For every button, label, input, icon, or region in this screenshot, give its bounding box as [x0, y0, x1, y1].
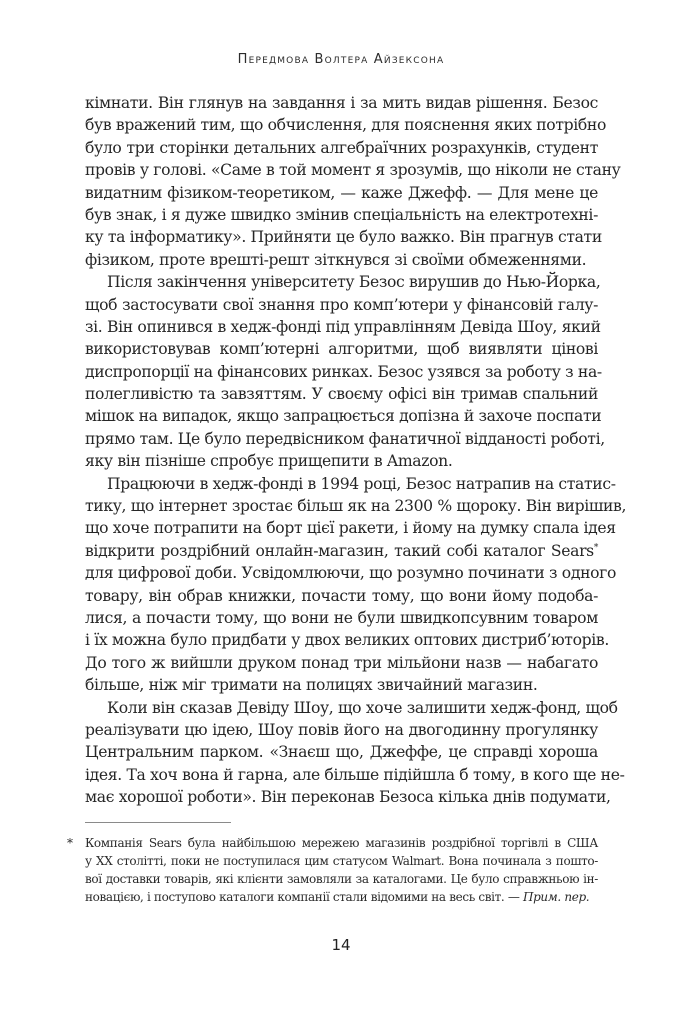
- text-line: полегливістю та завзяттям. У своєму офісі він тримав спальний: [85, 385, 598, 404]
- text-line: Коли він сказав Девіду Шоу, що хоче залишити хедж-фонд, щоб: [107, 698, 618, 717]
- footnote-line: вої доставки товарів, які клієнти замовляли за каталогами. Це було справжньою ін-: [85, 872, 598, 886]
- paragraph: [85, 271, 605, 473]
- text-line: ідея. Та хоч вона й гарна, але більше підійшла б тому, в кого ще не-: [85, 765, 625, 784]
- text-line: ку та інформатику». Прийняти це було важко. Він прагнув стати: [85, 228, 602, 247]
- text-line: видатним фізиком-теоретиком, — каже Джефф. — Для мене це: [85, 183, 598, 202]
- footnote-divider: [85, 822, 231, 823]
- text-line: товару, він обрав книжки, почасти тому, що вони йому подоба-: [85, 586, 598, 605]
- footnote-line: [85, 888, 598, 906]
- text-line: був знак, і я дуже швидко змінив спеціальність на електротехні-: [85, 205, 598, 224]
- text-line: яку він пізніше спробує прищепити в Amazon.: [85, 452, 453, 471]
- text-line: кімнати. Він глянув на завдання і за мить видав рішення. Безос: [85, 94, 598, 112]
- text-line: тику, що інтернет зростає більш як на 2300 % щороку. Він вирішив,: [85, 497, 627, 516]
- text-line: До того ж вийшли друком понад три мільйони назв — набагато: [85, 653, 598, 672]
- text-line: Після закінчення університету Безос вирушив до Нью-Йорка,: [107, 273, 601, 292]
- text-line: що хоче потрапити на борт цієї ракети, і йому на думку спала ідея: [85, 519, 616, 538]
- footnote-marker: *: [67, 836, 73, 850]
- text-line: і їх можна було придбати у двох великих оптових дистриб’юторів.: [85, 631, 609, 650]
- text-line: був вражений тим, що обчислення, для пояснення яких потрібно: [85, 116, 606, 135]
- text-line: Центральним парком. «Знаєш що, Джеффе, це справді хороша: [85, 743, 598, 762]
- running-header: Передмова Волтера Айзексона: [237, 52, 445, 67]
- paragraph: [85, 473, 627, 697]
- text-line-content: відкрити роздрібний онлайн-магазин, такий собі каталог Sears: [85, 541, 594, 560]
- text-line: більше, ніж міг тримати на полицях звичайний магазин.: [85, 676, 538, 695]
- text-line: фізиком, проте врешті-решт зіткнувся зі своїми обмеженнями.: [85, 250, 587, 269]
- body-text: [85, 92, 627, 809]
- text-line: провів у голові. «Саме в той момент я зрозумів, що ніколи не стану: [85, 161, 621, 180]
- text-line: використовував комп’ютерні алгоритми, щоб виявляти цінові: [85, 340, 598, 359]
- footnote-line: Компанія Sears була найбільшою мережею магазинів роздрібної торгівлі в США: [85, 836, 598, 850]
- footnote: [67, 834, 598, 906]
- footnote-line: у XX столітті, поки не поступилася цим статусом Walmart. Вона починала з пошто-: [85, 854, 598, 868]
- text-line: лися, а почасти тому, що вони не були швидкопсувним товаром: [85, 608, 598, 627]
- text-line: для цифрової доби. Усвідомлюючи, що розумно починати з одного: [85, 564, 617, 583]
- footnote-reference[interactable]: *: [593, 542, 598, 553]
- text-line: диспропорції на фінансових ринках. Безос узявся за роботу з на-: [85, 362, 602, 381]
- translator-note: Прим. пер.: [522, 890, 590, 904]
- paragraph: [85, 697, 625, 809]
- page-number: 14: [331, 936, 351, 954]
- footnote-line-content: новацією, і поступово каталоги компанії стали відомими на весь світ. —: [85, 890, 520, 904]
- text-line: має хорошої роботи». Він переконав Безоса кілька днів подумати,: [85, 788, 611, 807]
- text-line: мішок на випадок, якщо запрацюється допізна й захоче поспати: [85, 407, 602, 426]
- text-line: реалізувати цю ідею, Шоу повів його на двогодинну прогулянку: [85, 720, 598, 739]
- text-line: щоб застосувати свої знання про комп’ютери у фінансовій галу-: [85, 295, 598, 314]
- text-line: прямо там. Це було передвісником фанатичної відданості роботі,: [85, 429, 605, 448]
- text-line-with-footnote-ref: [85, 540, 598, 562]
- paragraph: [85, 92, 621, 271]
- text-line: було три сторінки детальних алгебраїчних розрахунків, студент: [85, 138, 598, 157]
- text-line: Працюючи в хедж-фонді в 1994 році, Безос натрапив на статис-: [107, 474, 616, 493]
- text-line: зі. Він опинився в хедж-фонді під управлінням Девіда Шоу, який: [85, 317, 601, 336]
